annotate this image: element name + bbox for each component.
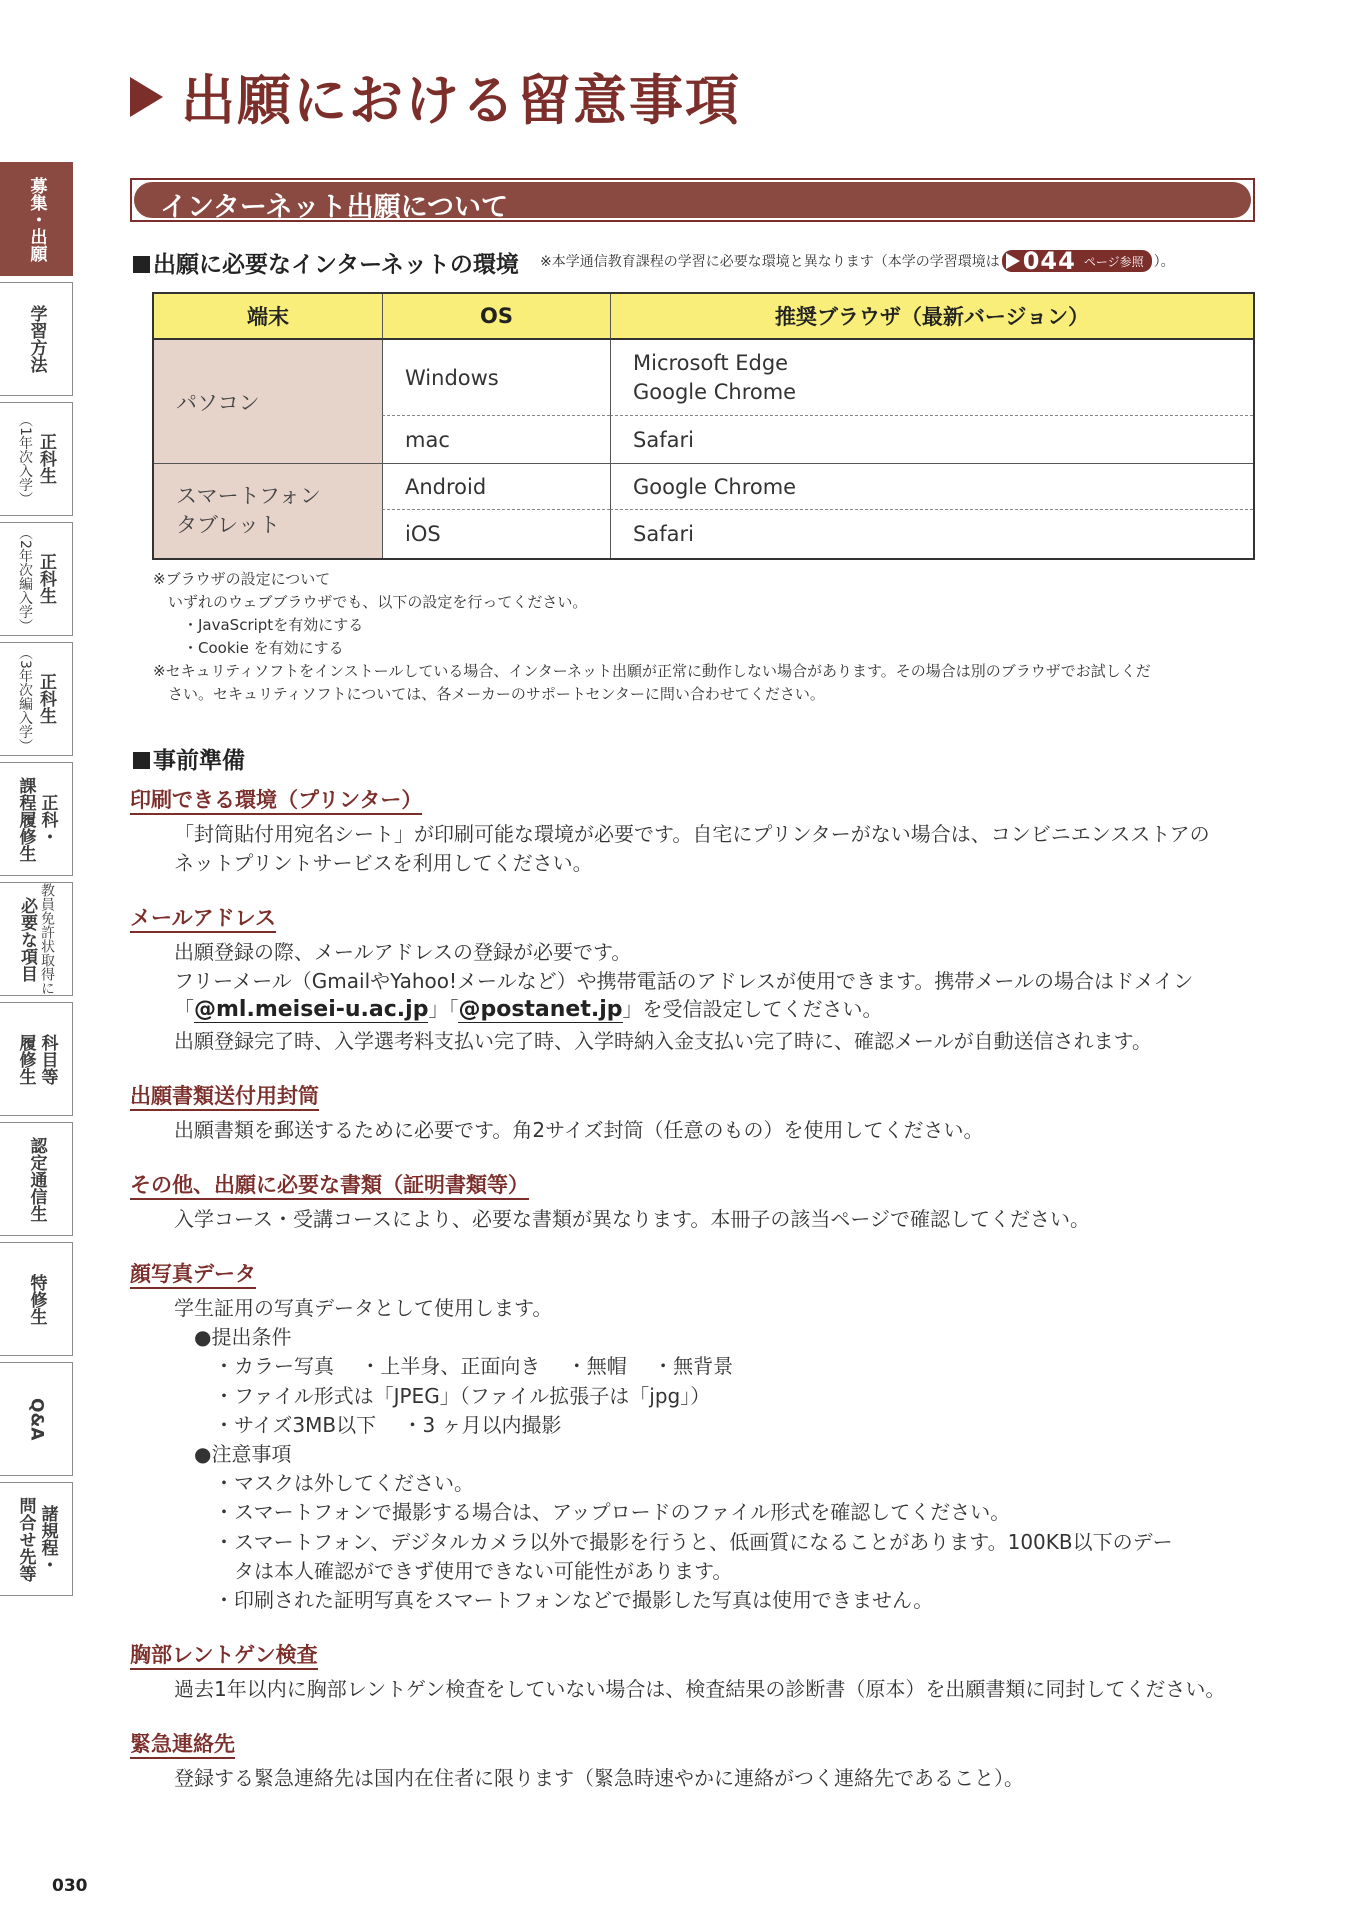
quote-mid: 」「 xyxy=(428,997,459,1021)
side-tab-label-group xyxy=(17,526,55,633)
photo-line: 学生証用の写真データとして使用します。 xyxy=(174,1296,553,1320)
table-cell-smartphone xyxy=(154,464,382,558)
photo-line: ・カラー写真 ・上半身、正面向き ・無帽 ・無背景 xyxy=(174,1354,734,1378)
table-header-device: 端末 xyxy=(154,294,382,340)
side-tab-label: 正科生 xyxy=(36,433,56,485)
side-tab-label-group xyxy=(17,413,55,506)
printer-title: 印刷できる環境（プリンター） xyxy=(130,787,422,815)
quote-open: 「 xyxy=(174,997,194,1021)
side-tab-5[interactable] xyxy=(0,762,73,876)
play-triangle-icon xyxy=(130,77,163,117)
section-header xyxy=(130,178,1255,222)
printer-line: 「封筒貼付用宛名シート」が印刷可能な環境が必要です。自宅にプリンターがない場合は、コンビニエンスストアの xyxy=(174,822,1210,846)
mail-domain-line xyxy=(174,993,883,1022)
side-tab-label: 必要な項目 xyxy=(17,896,37,982)
page-number: 030 xyxy=(52,1876,88,1896)
xray-title: 胸部レントゲン検査 xyxy=(130,1642,318,1670)
side-tab-label: 認定通信生 xyxy=(26,1136,47,1222)
table-cell-browser: Safari xyxy=(610,416,1253,464)
table-header-os: OS xyxy=(382,294,610,340)
other-docs-title: その他、出願に必要な書類（証明書類等） xyxy=(130,1172,529,1200)
browser-name: Google Chrome xyxy=(633,379,797,404)
photo-line: ・ファイル形式は「JPEG」（ファイル拡張子は「jpg」） xyxy=(174,1384,711,1408)
prep-heading-text: 事前準備 xyxy=(153,748,245,774)
arrow-right-icon xyxy=(1006,253,1020,269)
note-line: いずれのウェブブラウザでも、以下の設定を行ってください。 xyxy=(153,593,588,611)
side-tab-8[interactable] xyxy=(0,1122,73,1236)
side-tab-label-group xyxy=(16,777,57,862)
side-tab-1[interactable] xyxy=(0,282,73,396)
photo-line: ・印刷された証明写真をスマートフォンなどで撮影した写真は使用できません。 xyxy=(174,1588,934,1612)
prep-heading xyxy=(133,742,245,775)
emergency-title: 緊急連絡先 xyxy=(130,1731,235,1759)
domain-link: @postanet.jp xyxy=(458,997,623,1022)
side-tab-label: 履修生 xyxy=(15,1033,36,1085)
photo-line: ●注意事項 xyxy=(174,1442,292,1466)
square-bullet-icon xyxy=(133,752,150,769)
photo-line: タは本人確認ができず使用できない可能性があります。 xyxy=(174,1559,733,1583)
env-note-before: ※本学通信教育課程の学習に必要な環境と異なります（本学の学習環境は xyxy=(540,254,1000,270)
page-ref-number: 044 xyxy=(1022,247,1076,275)
note-line: ※ブラウザの設定について xyxy=(153,570,331,588)
side-tab-label: 問合せ先等 xyxy=(15,1496,36,1582)
side-tab-9[interactable] xyxy=(0,1242,73,1356)
side-tab-label: （3年次編入学） xyxy=(17,645,33,753)
browser-table xyxy=(152,292,1255,560)
side-tab-label: 学習方法 xyxy=(26,305,47,373)
photo-title: 顔写真データ xyxy=(130,1261,256,1289)
table-header-browser: 推奨ブラウザ（最新バージョン） xyxy=(610,294,1253,340)
note-line: ・Cookie を有効にする xyxy=(153,639,344,657)
side-tab-3[interactable] xyxy=(0,522,73,636)
side-tab-label: （2年次編入学） xyxy=(17,525,33,633)
side-tab-label-group xyxy=(27,177,46,262)
side-tab-label: 科目等 xyxy=(37,1033,58,1085)
section-header-text: インターネット出願について xyxy=(160,192,509,223)
note-line: ※セキュリティソフトをインストールしている場合、インターネット出願が正常に動作しない場合があります。その場合は別のブラウザでお試しくだ xyxy=(153,662,1151,680)
device-name: スマートフォン xyxy=(176,484,321,508)
side-tab-label: 諸規程・ xyxy=(37,1505,58,1573)
mail-line: 出願登録の際、メールアドレスの登録が必要です。 xyxy=(174,940,632,964)
page-ref-badge[interactable] xyxy=(1002,247,1152,275)
envelope-line: 出願書類を郵送するために必要です。角2サイズ封筒（任意のもの）を使用してください。 xyxy=(174,1118,984,1142)
side-tab-label: 正科生 xyxy=(36,673,56,725)
side-tab-label: 教員免許状取得に xyxy=(39,883,55,995)
env-heading-text: 出願に必要なインターネットの環境 xyxy=(153,252,519,278)
side-tab-label-group xyxy=(27,1137,46,1222)
side-tab-label-group xyxy=(27,1274,46,1325)
xray-line: 過去1年以内に胸部レントゲン検査をしていない場合は、検査結果の診断書（原本）を出願書類に同封してください。 xyxy=(174,1677,1226,1701)
square-bullet-icon xyxy=(133,256,150,273)
table-cell-os: mac xyxy=(382,416,610,464)
mail-line: 出願登録完了時、入学選考料支払い完了時、入学時納入金支払い完了時に、確認メールが自動送信されます。 xyxy=(174,1029,1152,1053)
table-cell-browser: Safari xyxy=(610,510,1253,558)
side-tab-7[interactable] xyxy=(0,1002,73,1116)
photo-line: ・スマートフォンで撮影する場合は、アップロードのファイル形式を確認してください。 xyxy=(174,1500,1011,1524)
side-tab-2[interactable] xyxy=(0,402,73,516)
page-title xyxy=(130,58,741,135)
printer-line: ネットプリントサービスを利用してください。 xyxy=(174,851,593,875)
env-note-after: ）。 xyxy=(1153,254,1175,270)
photo-line: ・マスクは外してください。 xyxy=(174,1471,474,1495)
table-cell-os: Windows xyxy=(382,340,610,416)
side-tab-label-group xyxy=(17,646,55,753)
side-tab-label: Q&A xyxy=(26,1397,47,1441)
photo-line: ・サイズ3MB以下 ・3 ヶ月以内撮影 xyxy=(174,1413,562,1437)
device-name: パソコン xyxy=(176,390,260,415)
table-cell-pc xyxy=(154,340,382,464)
device-name: タブレット xyxy=(176,513,280,537)
side-tab-0[interactable] xyxy=(0,162,73,276)
table-cell-os: Android xyxy=(382,464,610,510)
side-tab-6[interactable] xyxy=(0,882,73,996)
envelope-title: 出願書類送付用封筒 xyxy=(130,1083,319,1111)
mail-title: メールアドレス xyxy=(130,905,276,933)
photo-line: ・スマートフォン、デジタルカメラ以外で撮影を行うと、低画質になることがあります。100KB以下のデー xyxy=(174,1530,1173,1554)
side-tab-label-group xyxy=(16,1034,57,1085)
photo-line: ●提出条件 xyxy=(174,1325,292,1349)
other-docs-line: 入学コース・受講コースにより、必要な書類が異なります。本冊子の該当ページで確認してください。 xyxy=(174,1207,1090,1231)
side-tab-10[interactable] xyxy=(0,1362,73,1476)
page-ref-label: ページ参照 xyxy=(1083,254,1144,269)
env-note xyxy=(540,247,1175,275)
side-tab-label: 正科生 xyxy=(36,553,56,605)
side-tab-label: 募集・出願 xyxy=(26,176,47,262)
side-tab-label: 特修生 xyxy=(26,1273,47,1325)
side-tab-label: 課程履修生 xyxy=(15,776,36,862)
mail-line3-tail: 」を受信設定してください。 xyxy=(622,997,883,1021)
side-tab-4[interactable] xyxy=(0,642,73,756)
side-tab-11[interactable] xyxy=(0,1482,73,1596)
note-line: ・JavaScriptを有効にする xyxy=(153,616,364,634)
browser-notes xyxy=(153,568,1151,706)
side-tab-label: （1年次入学） xyxy=(17,412,33,506)
table-cell-browser: Google Chrome xyxy=(610,464,1253,510)
side-tab-label-group xyxy=(17,883,55,995)
side-tab-nav xyxy=(0,162,73,1602)
note-line: さい。セキュリティソフトについては、各メーカーのサポートセンターに問い合わせてください。 xyxy=(153,685,825,703)
mail-line: フリーメール（GmailやYahoo!メールなど）や携帯電話のアドレスが使用できます。携帯メールの場合はドメイン xyxy=(174,969,1194,993)
side-tab-label-group xyxy=(16,1497,57,1582)
side-tab-label-group xyxy=(27,1398,46,1440)
side-tab-label-group xyxy=(27,305,46,373)
browser-name: Microsoft Edge xyxy=(633,350,789,375)
domain-link: @ml.meisei-u.ac.jp xyxy=(194,997,429,1022)
table-cell-os: iOS xyxy=(382,510,610,558)
page-title-text: 出願における留意事項 xyxy=(181,69,741,132)
table-cell-browser xyxy=(610,340,1253,416)
side-tab-label: 正科・ xyxy=(37,793,58,845)
env-heading xyxy=(133,246,519,279)
emergency-line: 登録する緊急連絡先は国内在住者に限ります（緊急時速やかに連絡がつく連絡先であること）。 xyxy=(174,1766,1024,1790)
